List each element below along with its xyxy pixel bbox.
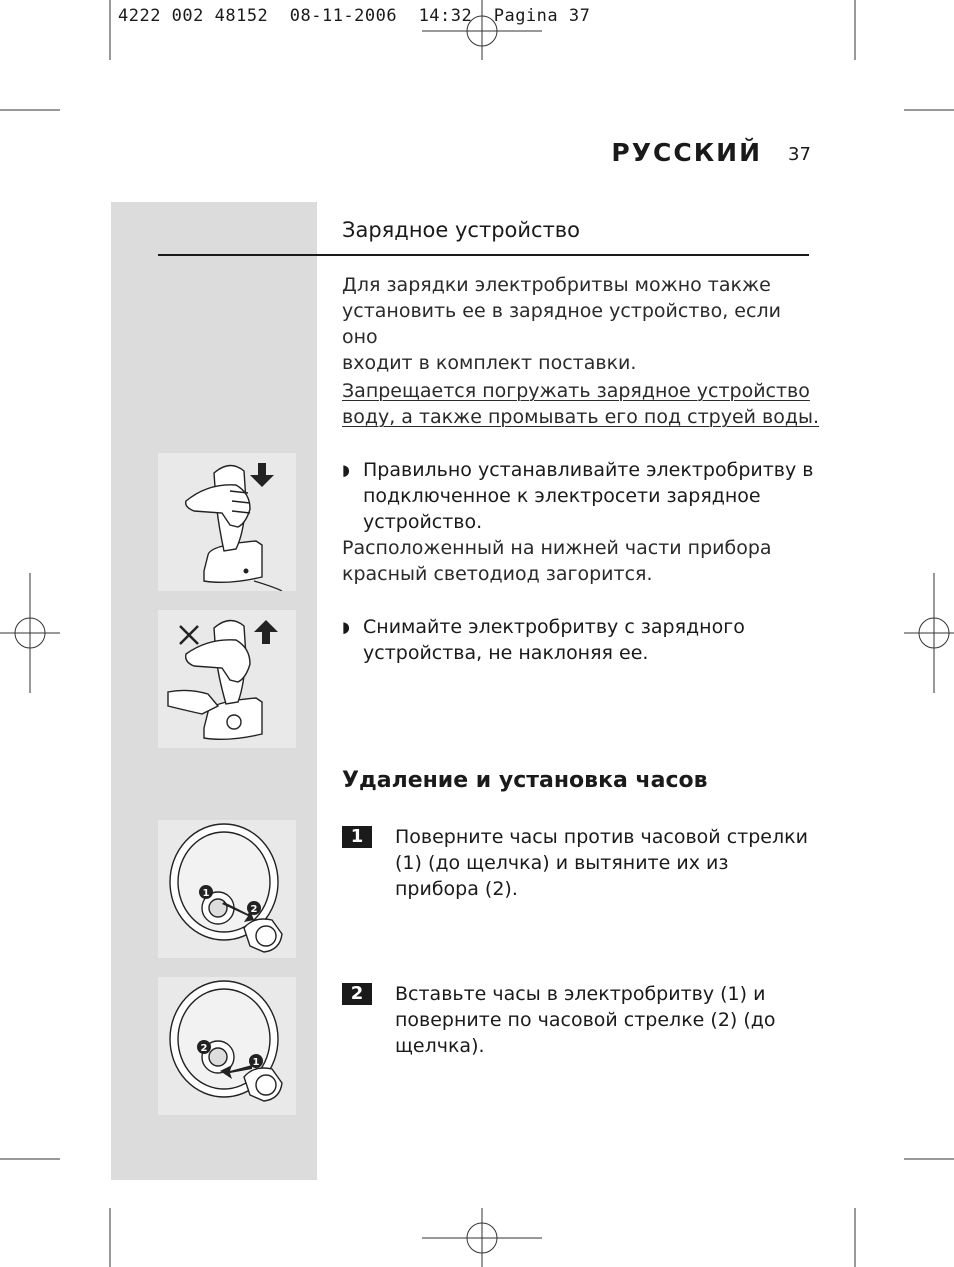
print-header: 4222 002 48152 08-11-2006 14:32 Pagina 37 — [118, 6, 591, 26]
bullet-remove-shaver: ◗ Снимайте электробритву с зарядного устройства, не наклоняя ее. — [342, 616, 745, 664]
illustration-insert-clock — [158, 977, 296, 1115]
charger-intro: Для зарядки электробритвы можно также установить ее в зарядное устройство, если оно входит в комплект поставки. — [342, 274, 781, 374]
section-title-clock: Удаление и установка часов — [342, 768, 708, 793]
svg-text:2: 2 — [200, 1043, 208, 1054]
step-2: 2 Вставьте часы в электробритву (1) и поверните по часовой стрелке (2) (до щелчка). — [342, 981, 812, 1059]
svg-text:1: 1 — [252, 1057, 260, 1068]
illustration-remove-shaver — [158, 610, 296, 748]
section-rule — [158, 254, 809, 256]
svg-text:2: 2 — [250, 904, 258, 915]
svg-text:1: 1 — [202, 888, 210, 899]
illustration-remove-clock — [158, 820, 296, 958]
step-number-badge: 2 — [342, 983, 372, 1005]
bullet-insert-shaver: ◗ Правильно устанавливайте электробритву в подключенное к электросети зарядное устройство. — [342, 459, 814, 533]
language-heading: РУССКИЙ — [611, 138, 762, 167]
step-number-badge: 1 — [342, 826, 372, 848]
charger-warning: Запрещается погружать зарядное устройство воду, а также промывать его под струей воды. — [342, 380, 820, 428]
section-title-charger: Зарядное устройство — [342, 218, 581, 242]
bullet-icon: ◗ — [342, 461, 350, 479]
illustration-insert-shaver — [158, 453, 296, 591]
bullet-icon: ◗ — [342, 618, 350, 636]
page-number: 37 — [788, 144, 811, 165]
step-1: 1 Поверните часы против часовой стрелки (1) (до щелчка) и вытяните их из прибора (2). — [342, 824, 812, 902]
bullet-insert-note: Расположенный на нижней части прибора красный светодиод загорится. — [342, 537, 772, 585]
